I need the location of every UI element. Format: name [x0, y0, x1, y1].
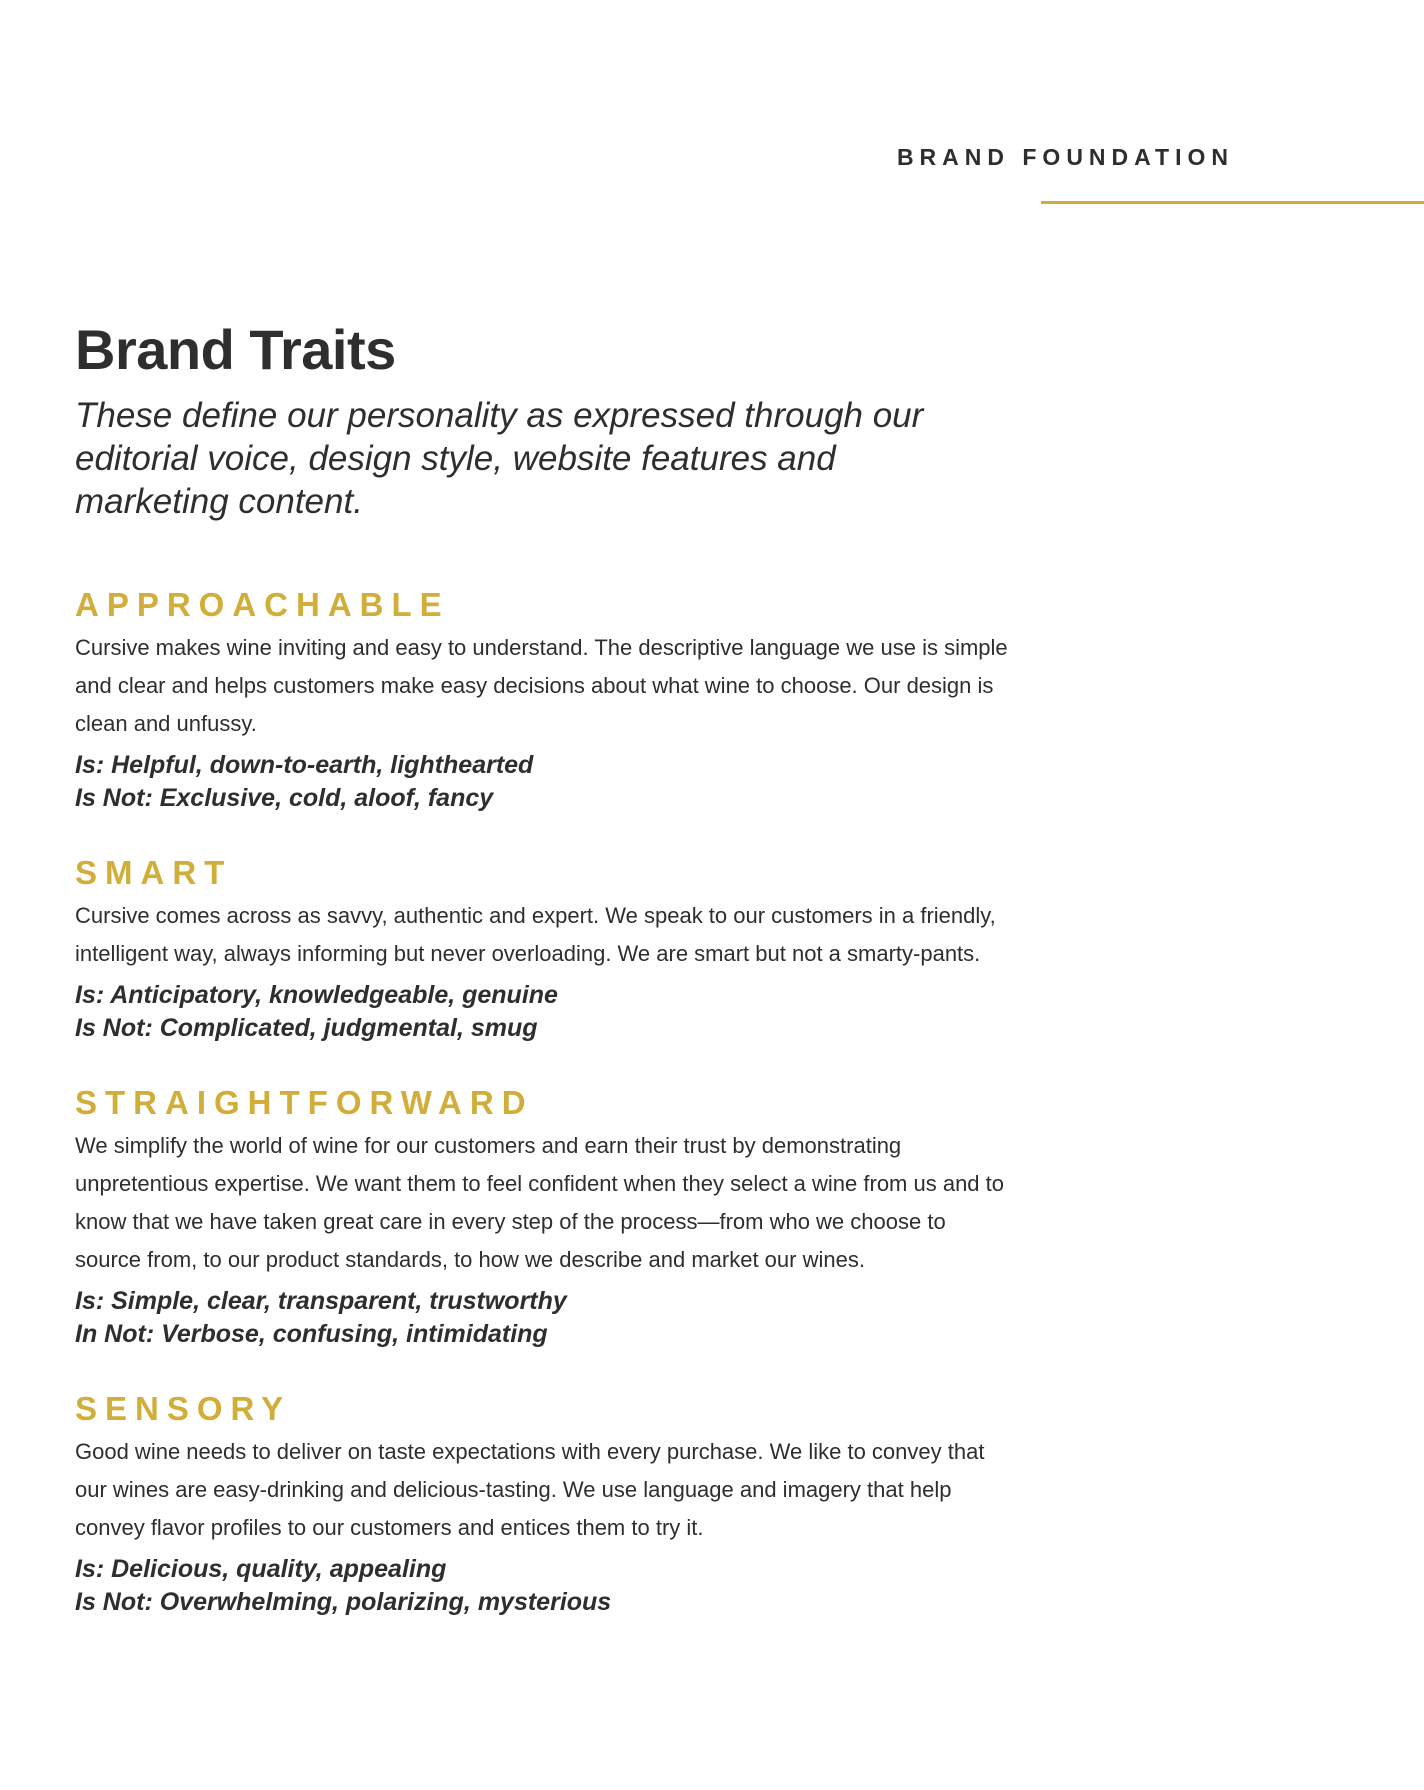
trait-heading: SMART	[75, 854, 233, 892]
section-label: BRAND FOUNDATION	[896, 144, 1234, 170]
trait-is: Is: Helpful, down-to-earth, lighthearted	[75, 751, 534, 780]
page-subtitle: These define our personality as expressed through our editorial voice, design style, website features and marketing content.	[75, 396, 924, 522]
trait-is: Is: Simple, clear, transparent, trustworthy	[75, 1287, 567, 1316]
trait-straightforward	[75, 1083, 1015, 1351]
trait-description: Good wine needs to deliver on taste expectations with every purchase. We like to convey that our wines are easy-drinking and delicious-tasting. We use language and imagery that help convey flavor profiles to our customers and entices them to try it.	[75, 1439, 985, 1541]
traits-list	[75, 585, 1015, 1619]
trait-description: Cursive makes wine inviting and easy to understand. The descriptive language we use is simple and clear and helps customers make easy decisions about what wine to choose. Our design is clean and unfussy.	[75, 635, 1008, 737]
trait-heading: SENSORY	[75, 1390, 292, 1428]
trait-is-not: In Not: Verbose, confusing, intimidating	[75, 1320, 548, 1349]
section-divider	[1041, 201, 1424, 204]
trait-is-not: Is Not: Complicated, judgmental, smug	[75, 1014, 538, 1043]
trait-smart	[75, 853, 1015, 1045]
trait-sensory	[75, 1389, 1015, 1619]
trait-is: Is: Anticipatory, knowledgeable, genuine	[75, 981, 558, 1010]
trait-heading: APPROACHABLE	[75, 586, 450, 624]
trait-heading: STRAIGHTFORWARD	[75, 1084, 534, 1122]
trait-is-not: Is Not: Exclusive, cold, aloof, fancy	[75, 784, 494, 813]
page-title: Brand Traits	[75, 318, 396, 381]
trait-description: Cursive comes across as savvy, authentic and expert. We speak to our customers in a friendly, intelligent way, always informing but never overloading. We are smart but not a smarty-pants.	[75, 903, 996, 967]
trait-is: Is: Delicious, quality, appealing	[75, 1555, 447, 1584]
main-content	[75, 318, 1015, 1657]
trait-approachable	[75, 585, 1015, 815]
trait-description: We simplify the world of wine for our customers and earn their trust by demonstrating unpretentious expertise. We want them to feel confident when they select a wine from us and to know that we have taken great care in every step of the process—from who we choose to source from, to our product standards, to how we describe and market our wines.	[75, 1133, 1005, 1273]
trait-is-not: Is Not: Overwhelming, polarizing, mysterious	[75, 1588, 612, 1617]
